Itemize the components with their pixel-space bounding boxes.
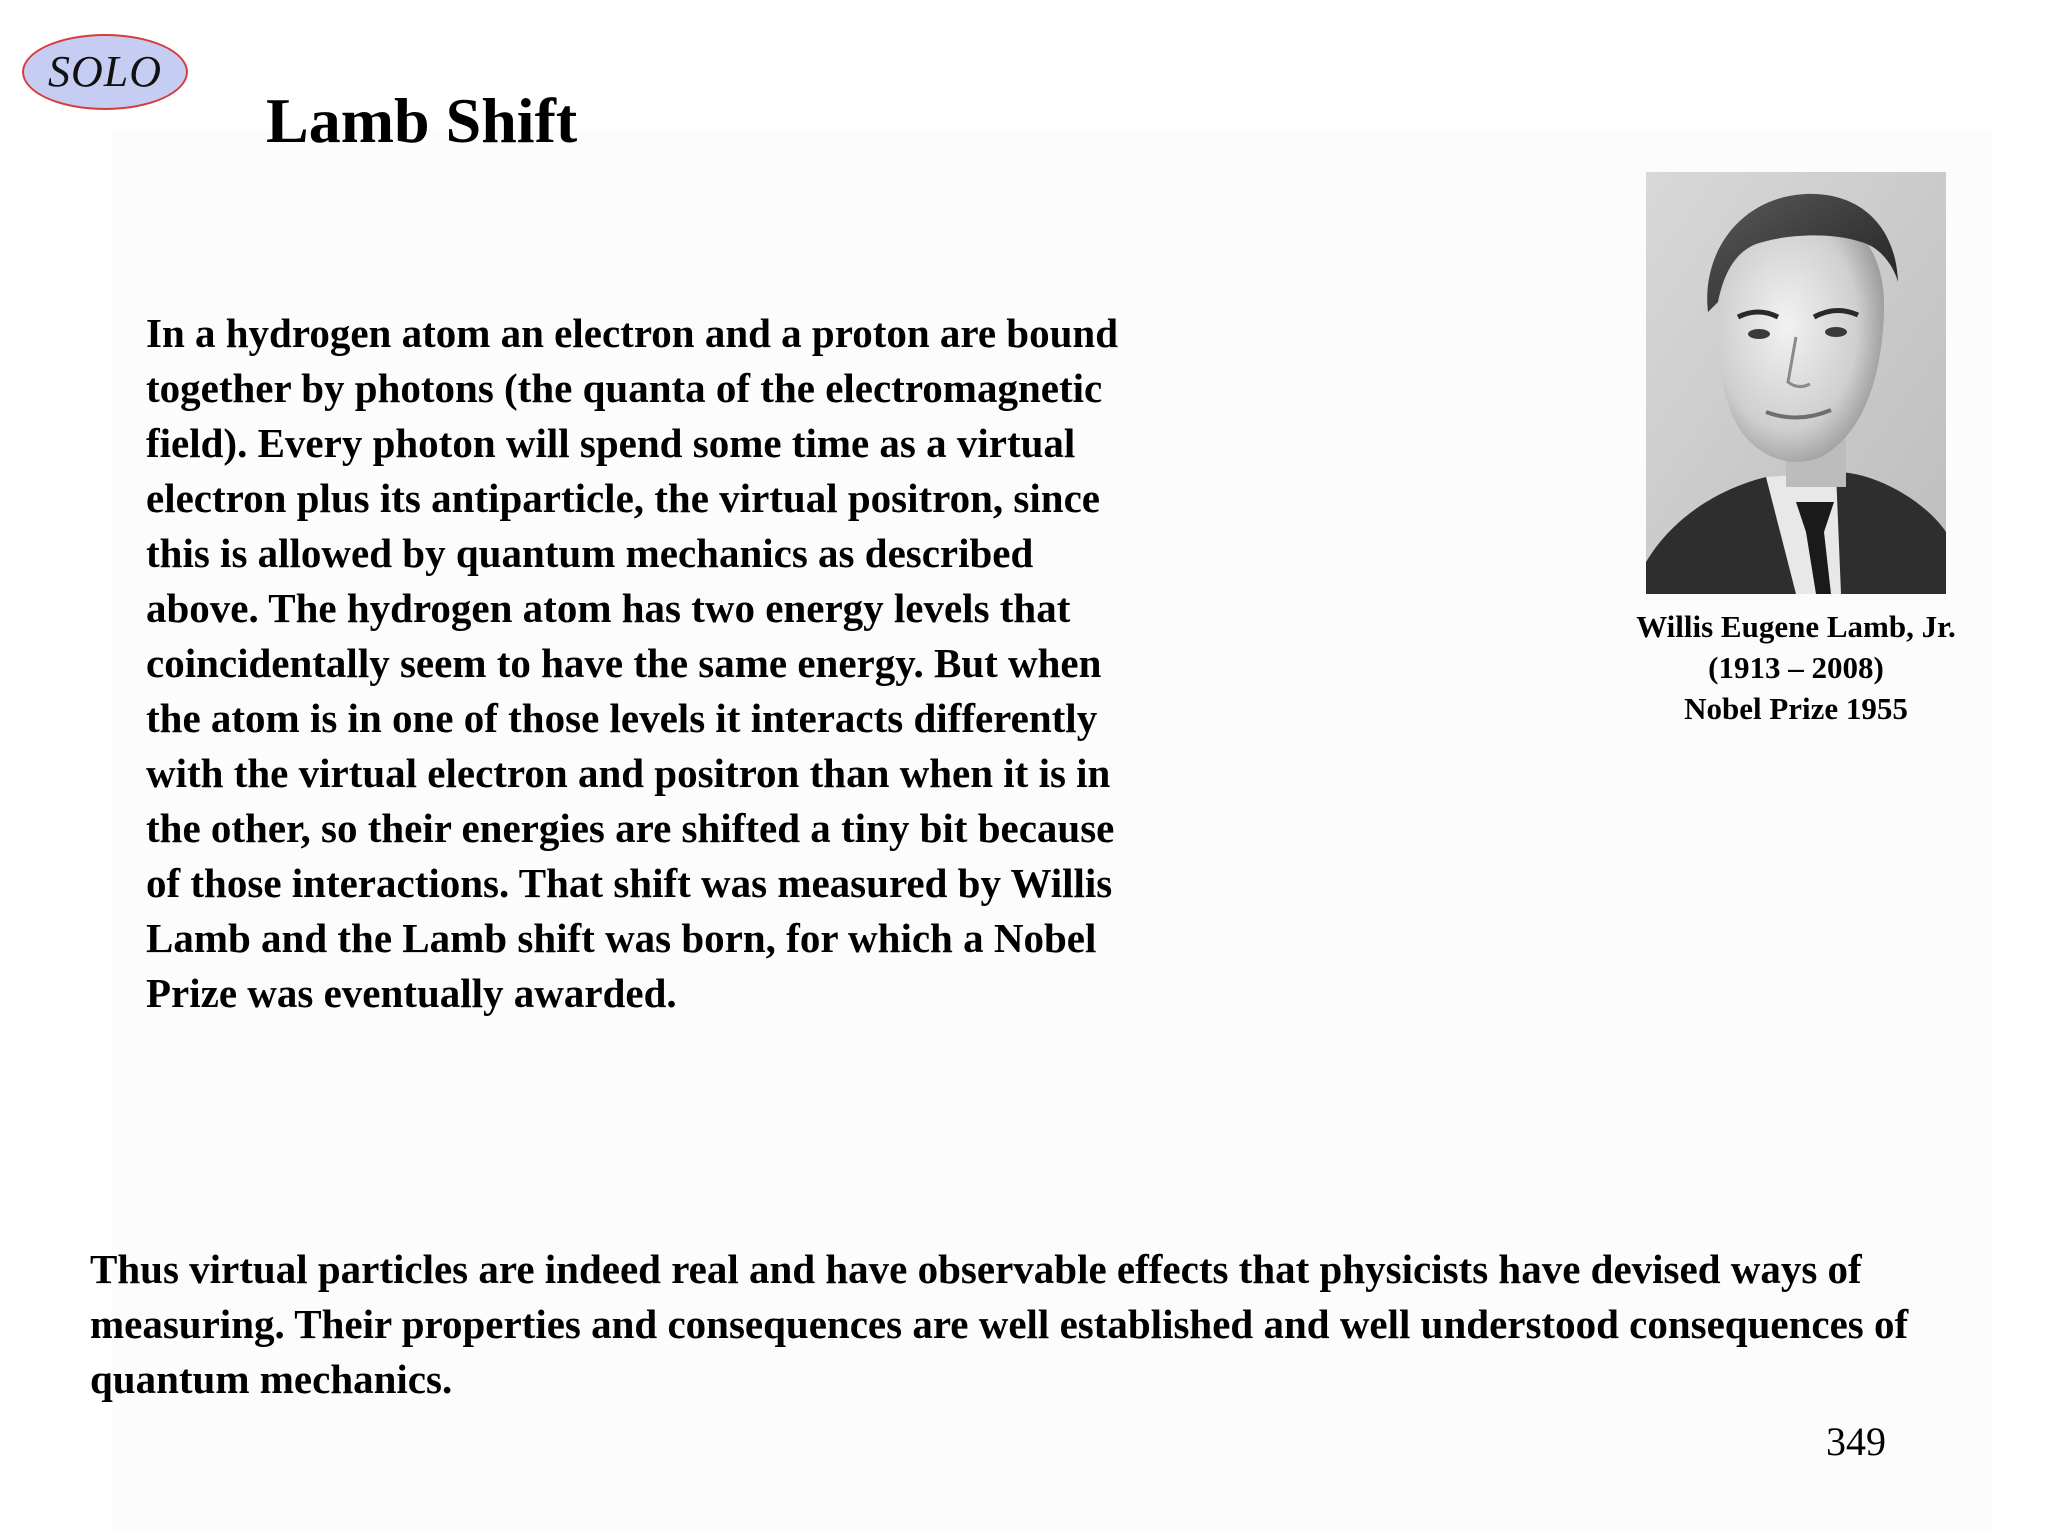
portrait-caption — [1580, 606, 2012, 729]
main-paragraph: In a hydrogen atom an electron and a proton are bound together by photons (the quanta of the electromagnetic field). Every photon will spend some time as a virtual electron plus its antiparticle, the virtual positron, since this is allowed by quantum mechanics as described above. The hydrogen atom has two energy levels that coincidentally seem to have the same energy. But when the atom is in one of those levels it interacts differently with the virtual electron and positron than when it is in the other, so their energies are shifted a tiny bit because of those interactions. That shift was measured by Willis Lamb and the Lamb shift was born, for which a Nobel Prize was eventually awarded. — [146, 310, 1119, 1016]
caption-name: Willis Eugene Lamb, Jr. — [1636, 609, 1956, 644]
page-number: 349 — [1826, 1419, 1886, 1464]
solo-logo — [22, 34, 188, 110]
caption-years: (1913 – 2008) — [1708, 650, 1884, 685]
logo-text: SOLO — [47, 47, 163, 96]
portrait-photo — [1646, 172, 1946, 594]
conclusion-paragraph: Thus virtual particles are indeed real and have observable effects that physicists have devised ways of measuring. Their properties and consequences are well established and well understood consequences of quantum mechanics. — [90, 1246, 1909, 1402]
caption-award: Nobel Prize 1955 — [1684, 691, 1908, 726]
slide-title: Lamb Shift — [266, 85, 578, 156]
